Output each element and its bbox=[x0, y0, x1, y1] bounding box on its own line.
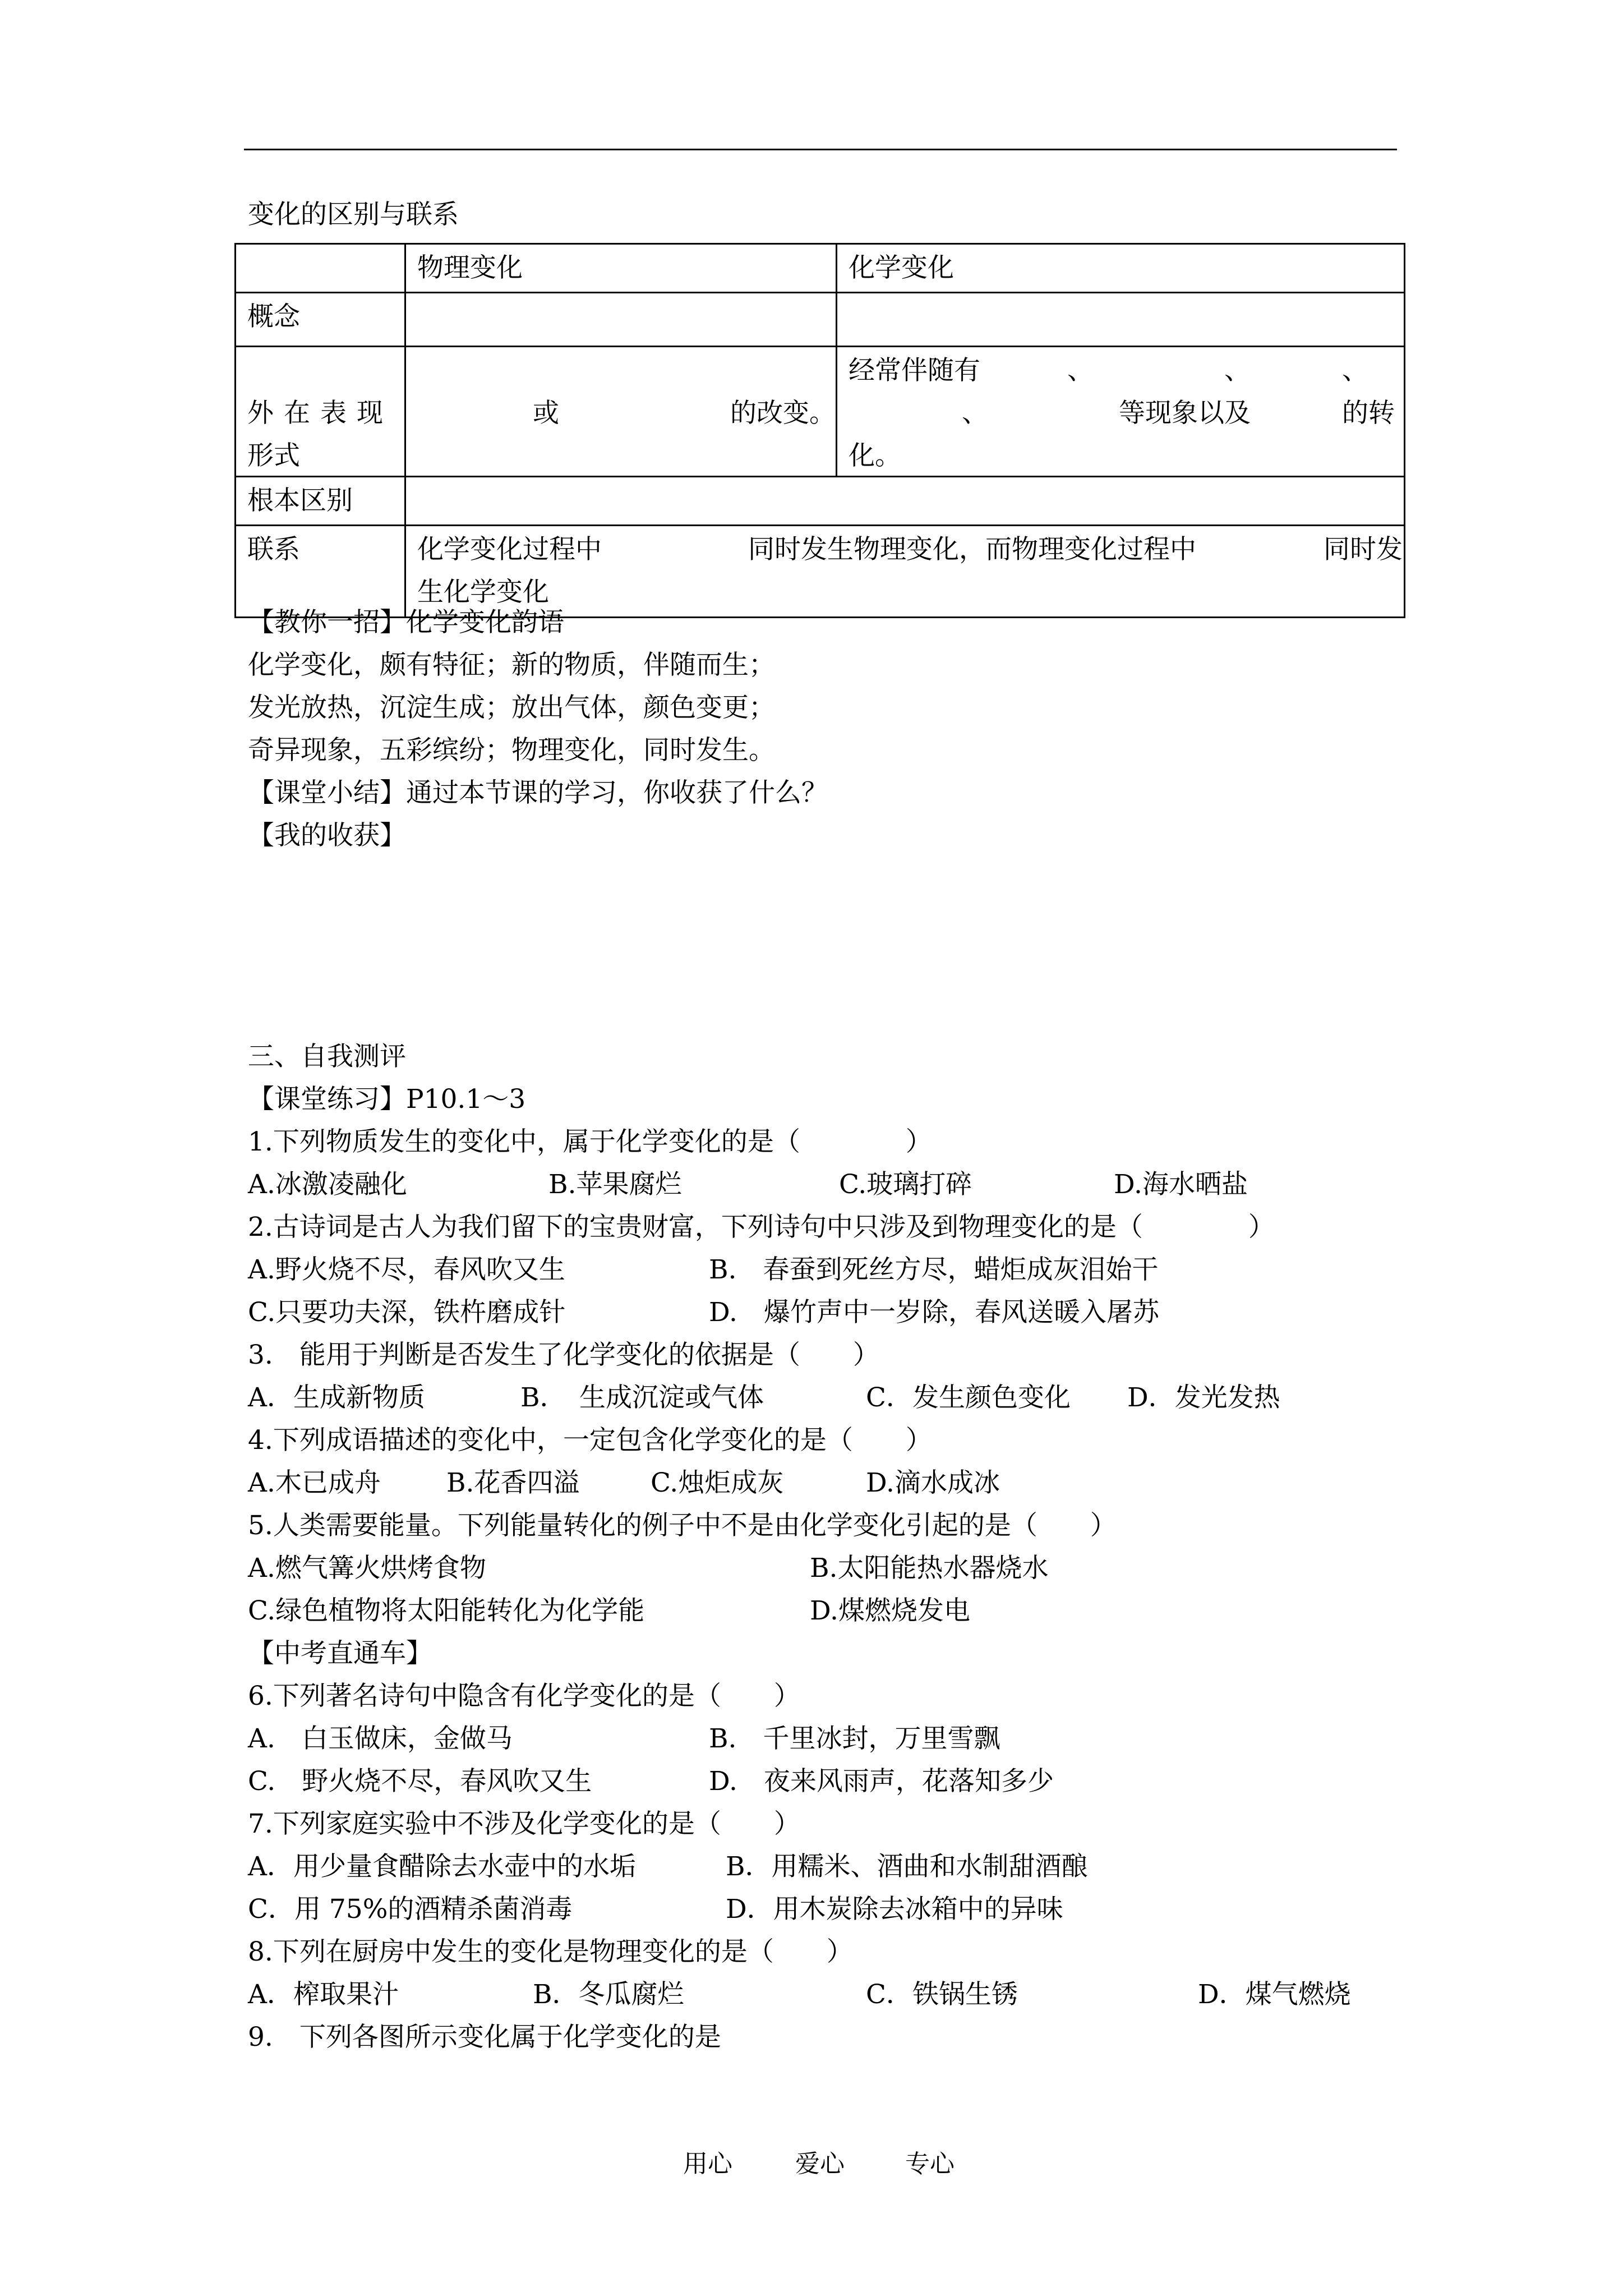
row-label-essence: 根本区别 bbox=[236, 477, 405, 526]
tips-heading: 【教你一招】化学变化韵语 bbox=[248, 607, 564, 638]
form-chemical-sep2: 、 bbox=[1224, 355, 1251, 386]
q8-option-d: D．煤气燃烧 bbox=[1198, 1979, 1351, 2010]
table-header-row bbox=[236, 244, 1405, 293]
q6-option-d: D. 夜来风雨声，花落知多少 bbox=[709, 1766, 1054, 1797]
q1-option-b: B.苹果腐烂 bbox=[548, 1169, 682, 1200]
q6-stem: 6.下列著名诗句中隐含有化学变化的是（ ） bbox=[248, 1681, 800, 1711]
q2-option-d: D. 爆竹声中一岁除，春风送暖入屠苏 bbox=[709, 1297, 1159, 1328]
q4-stem: 4.下列成语描述的变化中，一定包含化学变化的是（ ） bbox=[248, 1425, 932, 1456]
exam-heading: 【中考直通车】 bbox=[248, 1638, 432, 1669]
footer-text-2: 爱心 bbox=[795, 2150, 845, 2178]
table-header-chemical: 化学变化 bbox=[837, 244, 1405, 293]
form-physical-change: 的改变。 bbox=[730, 398, 836, 429]
q8-option-b: B．冬瓜腐烂 bbox=[533, 1979, 684, 2010]
q2-stem: 2.古诗词是古人为我们留下的宝贵财富，下列诗句中只涉及到物理变化的是（ ） bbox=[248, 1212, 1275, 1243]
form-label-line1: 外在表现 bbox=[247, 398, 393, 429]
row-label-concept: 概念 bbox=[236, 293, 405, 347]
footer-text-3: 专心 bbox=[905, 2150, 955, 2178]
q3-stem: 3. 能用于判断是否发生了化学变化的依据是（ ） bbox=[248, 1340, 879, 1370]
q8-stem: 8.下列在厨房中发生的变化是物理变化的是（ ） bbox=[248, 1936, 853, 1967]
q2-option-c: C.只要功夫深，铁杵磨成针 bbox=[248, 1297, 566, 1328]
q2-option-b: B. 春蚕到死丝方尽，蜡炬成灰泪始干 bbox=[709, 1254, 1159, 1285]
concept-chemical-blank bbox=[837, 293, 1405, 347]
summary-heading: 【课堂小结】通过本节课的学习，你收获了什么？ bbox=[248, 777, 828, 808]
form-physical-or: 或 bbox=[533, 398, 559, 429]
tips-line-2: 发光放热，沉淀生成；放出气体，颜色变更； bbox=[248, 692, 775, 723]
form-physical-cell bbox=[405, 347, 837, 477]
q8-option-c: C．铁锅生锈 bbox=[866, 1979, 1018, 2010]
q5-stem: 5.人类需要能量。下列能量转化的例子中不是由化学变化引起的是（ ） bbox=[248, 1510, 1117, 1541]
q7-option-d: D．用木炭除去冰箱中的异味 bbox=[726, 1894, 1063, 1925]
link-text-line2: 生化学变化 bbox=[417, 577, 549, 608]
comparison-table bbox=[234, 243, 1405, 618]
q6-option-c: C. 野火烧不尽，春风吹又生 bbox=[248, 1766, 592, 1797]
link-text-a: 化学变化过程中 bbox=[417, 534, 602, 565]
q4-option-a: A.木已成舟 bbox=[248, 1467, 381, 1498]
table-row-link bbox=[236, 526, 1405, 618]
q4-option-d: D.滴水成冰 bbox=[866, 1467, 1000, 1498]
row-label-form bbox=[236, 347, 405, 477]
table-row-essence bbox=[236, 477, 1405, 526]
form-chemical-line2b: 的转 bbox=[1342, 398, 1395, 429]
tips-line-3: 奇异现象，五彩缤纷；物理变化，同时发生。 bbox=[248, 735, 775, 766]
q7-option-b: B．用糯米、酒曲和水制甜酒酿 bbox=[726, 1851, 1088, 1882]
link-cell bbox=[405, 526, 1405, 618]
q5-option-a: A.燃气篝火烘烤食物 bbox=[248, 1553, 486, 1584]
q3-option-d: D．发光发热 bbox=[1127, 1382, 1280, 1413]
table-header-physical: 物理变化 bbox=[405, 244, 837, 293]
form-chemical-sep4: 、 bbox=[962, 398, 988, 429]
q4-option-b: B.花香四溢 bbox=[446, 1467, 580, 1498]
table-title: 变化的区别与联系 bbox=[248, 199, 459, 230]
q3-option-b: B． 生成沉淀或气体 bbox=[520, 1382, 764, 1413]
q1-option-a: A.冰激凌融化 bbox=[248, 1169, 407, 1200]
concept-physical-blank bbox=[405, 293, 837, 347]
q3-option-a: A．生成新物质 bbox=[248, 1382, 425, 1413]
table-row-form bbox=[236, 347, 1405, 477]
q5-option-c: C.绿色植物将太阳能转化为化学能 bbox=[248, 1595, 645, 1626]
q6-option-b: B. 千里冰封，万里雪飘 bbox=[709, 1723, 1000, 1754]
q3-option-c: C．发生颜色变化 bbox=[866, 1382, 1071, 1413]
table-row-concept bbox=[236, 293, 1405, 347]
q9-stem: 9. 下列各图所示变化属于化学变化的是 bbox=[248, 2022, 721, 2053]
q5-option-d: D.煤燃烧发电 bbox=[810, 1595, 970, 1626]
q7-stem: 7.下列家庭实验中不涉及化学变化的是（ ） bbox=[248, 1809, 800, 1839]
form-chemical-line1: 经常伴随有 bbox=[849, 355, 980, 386]
q7-option-a: A．用少量食醋除去水壶中的水垢 bbox=[248, 1851, 636, 1882]
q2-option-a: A.野火烧不尽，春风吹又生 bbox=[248, 1254, 565, 1285]
table-header-empty bbox=[236, 244, 405, 293]
form-chemical-line2a: 等现象以及 bbox=[1119, 398, 1251, 429]
section-three-heading: 三、自我测评 bbox=[248, 1041, 406, 1072]
essence-blank bbox=[405, 477, 1405, 526]
form-chemical-line3: 化。 bbox=[849, 440, 901, 471]
footer-text-1: 用心 bbox=[683, 2150, 732, 2178]
row-label-link: 联系 bbox=[236, 526, 405, 618]
header-rule bbox=[244, 149, 1397, 150]
form-label-line2: 形式 bbox=[247, 440, 300, 471]
form-chemical-sep3: 、 bbox=[1342, 355, 1368, 386]
form-chemical-sep1: 、 bbox=[1067, 355, 1094, 386]
q7-option-c: C．用 75%的酒精杀菌消毒 bbox=[248, 1894, 573, 1925]
q1-option-c: C.玻璃打碎 bbox=[839, 1169, 972, 1200]
gain-heading: 【我的收获】 bbox=[248, 820, 406, 851]
link-text-c: 同时发 bbox=[1324, 534, 1403, 565]
q8-option-a: A．榨取果汁 bbox=[248, 1979, 399, 2010]
practice-heading: 【课堂练习】P10.1～3 bbox=[248, 1084, 526, 1115]
tips-line-1: 化学变化，颇有特征；新的物质，伴随而生； bbox=[248, 650, 775, 680]
q4-option-c: C.烛炬成灰 bbox=[651, 1467, 784, 1498]
link-text-b: 同时发生物理变化，而物理变化过程中 bbox=[748, 534, 1196, 565]
form-chemical-cell bbox=[837, 347, 1405, 477]
q6-option-a: A. 白玉做床，金做马 bbox=[248, 1723, 513, 1754]
q1-option-d: D.海水晒盐 bbox=[1114, 1169, 1248, 1200]
q5-option-b: B.太阳能热水器烧水 bbox=[810, 1553, 1049, 1584]
q1-stem: 1.下列物质发生的变化中，属于化学变化的是（ ） bbox=[248, 1126, 932, 1157]
